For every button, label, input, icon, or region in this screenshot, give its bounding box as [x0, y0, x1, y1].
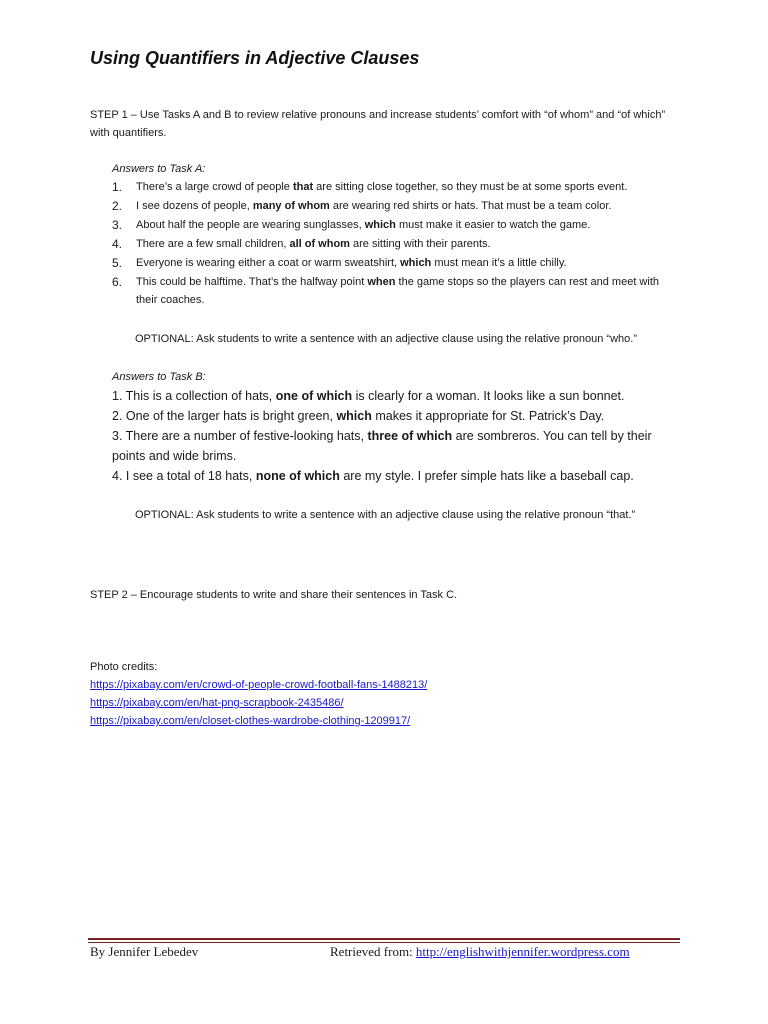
task-b-list — [112, 386, 672, 486]
task-a-optional-note: OPTIONAL: Ask students to write a sentence with an adjective clause using the relative pronoun “who.” — [135, 333, 637, 345]
item-keyword: when — [367, 276, 396, 288]
item-keyword: which — [364, 219, 396, 231]
item-number: 4. — [112, 237, 123, 251]
item-text: is clearly for a woman. It looks like a sun bonnet. — [352, 389, 625, 403]
item-text: the game stops so the players can rest and meet with their coaches. — [136, 276, 659, 306]
item-number: 5. — [112, 256, 123, 270]
list-item — [112, 426, 672, 466]
item-text: I see dozens of people, — [136, 200, 253, 212]
item-text: must mean it’s a little chilly. — [431, 257, 567, 269]
item-text: 2. One of the larger hats is bright green, — [112, 409, 337, 423]
list-item — [112, 216, 682, 235]
list-item — [112, 386, 672, 406]
item-text: must make it easier to watch the game. — [395, 219, 591, 231]
photo-credits — [90, 658, 427, 730]
item-text: This could be halftime. That’s the halfway point — [136, 276, 368, 288]
list-item — [112, 178, 682, 197]
footer-divider — [88, 938, 680, 940]
task-a-heading: Answers to Task A: — [112, 163, 206, 175]
footer-source — [330, 944, 630, 960]
item-text: There’s a large crowd of people — [136, 181, 293, 193]
item-text: are sitting close together, so they must be at some sports event. — [313, 181, 628, 193]
photo-credits-label: Photo credits: — [90, 661, 158, 673]
list-item — [112, 273, 682, 309]
list-item — [112, 466, 672, 486]
item-text: are sitting with their parents. — [349, 238, 491, 250]
footer-divider — [88, 942, 680, 943]
item-keyword: which — [336, 409, 372, 423]
task-b-heading: Answers to Task B: — [112, 371, 206, 383]
item-number: 2. — [112, 199, 123, 213]
step2-paragraph: STEP 2 – Encourage students to write and share their sentences in Task C. — [90, 589, 458, 601]
item-text: About half the people are wearing sunglasses, — [136, 219, 365, 231]
page-title: Using Quantifiers in Adjective Clauses — [90, 48, 420, 68]
item-number: 3. — [112, 218, 123, 232]
item-number: 6. — [112, 275, 123, 289]
item-keyword: which — [400, 257, 432, 269]
list-item — [112, 254, 682, 273]
item-keyword: all of whom — [289, 238, 350, 250]
credit-link[interactable]: https://pixabay.com/en/hat-png-scrapbook-2435486/ — [90, 697, 344, 709]
item-keyword: three of which — [367, 429, 453, 443]
item-text: There are a few small children, — [136, 238, 290, 250]
step1-paragraph: STEP 1 – Use Tasks A and B to review relative pronouns and increase students’ comfort with “of whom” and “of which” with quantifiers. — [90, 109, 666, 139]
task-a-list — [112, 178, 682, 309]
item-text: are my style. I prefer simple hats like a baseball cap. — [339, 469, 634, 483]
item-keyword: one of which — [275, 389, 353, 403]
task-b-optional-note: OPTIONAL: Ask students to write a sentence with an adjective clause using the relative pronoun “that.” — [135, 509, 636, 521]
list-item — [112, 197, 682, 216]
item-text: 1. This is a collection of hats, — [112, 389, 276, 403]
item-text: Everyone is wearing either a coat or warm sweatshirt, — [136, 257, 401, 269]
item-text: are wearing red shirts or hats. That must be a team color. — [329, 200, 612, 212]
item-text: makes it appropriate for St. Patrick’s Day. — [371, 409, 605, 423]
footer-source-label: Retrieved from: — [330, 944, 416, 959]
item-keyword: many of whom — [252, 200, 330, 212]
credit-link[interactable]: https://pixabay.com/en/closet-clothes-wardrobe-clothing-1209917/ — [90, 715, 411, 727]
item-text: are sombreros. You can tell by their points and wide brims. — [112, 429, 652, 463]
item-text: 4. I see a total of 18 hats, — [112, 469, 256, 483]
item-keyword: that — [292, 181, 314, 193]
list-item — [112, 235, 682, 254]
credit-link[interactable]: https://pixabay.com/en/crowd-of-people-crowd-football-fans-1488213/ — [90, 679, 428, 691]
footer-author: By Jennifer Lebedev — [90, 944, 199, 959]
item-number: 1. — [112, 180, 123, 194]
footer-source-link[interactable]: http://englishwithjennifer.wordpress.com — [415, 944, 630, 959]
list-item — [112, 406, 672, 426]
item-keyword: none of which — [255, 469, 340, 483]
item-text: 3. There are a number of festive-looking hats, — [112, 429, 368, 443]
